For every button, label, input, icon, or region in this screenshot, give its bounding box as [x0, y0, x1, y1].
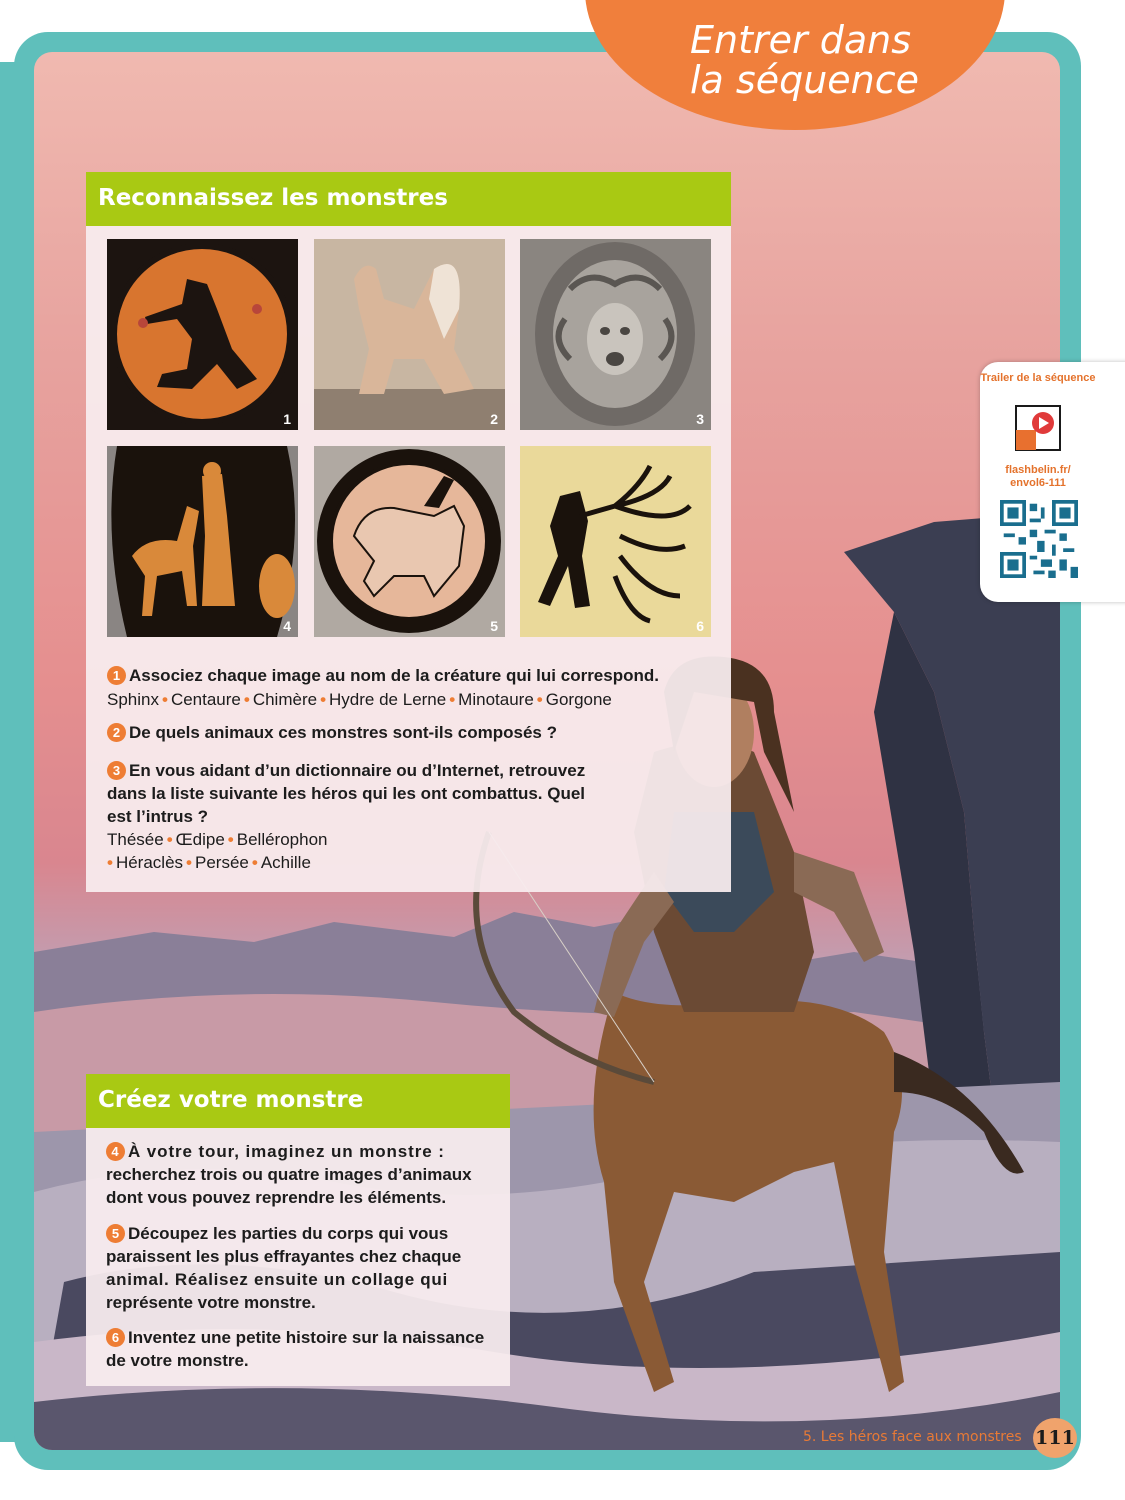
hero-name: Œdipe — [175, 830, 225, 849]
chapter-footer: 5. Les héros face aux monstres — [803, 1429, 1022, 1445]
image-hydra-fresco — [520, 446, 711, 637]
creature-name: Chimère — [252, 690, 318, 709]
image-gorgon-relief — [520, 239, 711, 430]
creature-name: Centaure — [170, 690, 241, 709]
trailer-side-tab[interactable] — [980, 362, 1125, 602]
creature-name: Minotaure — [458, 690, 534, 709]
question-text: de votre monstre. — [106, 1351, 249, 1370]
question-text: représente votre monstre. — [106, 1293, 316, 1312]
hero-name: Thésée — [107, 830, 164, 849]
question-text: animal. Réalisez ensuite un collage qui — [106, 1270, 448, 1289]
image-number: 5 — [490, 618, 498, 634]
hero-name: Persée — [195, 853, 249, 872]
question-text: paraissent les plus effrayantes chez chaque — [106, 1247, 462, 1266]
question-3 — [107, 759, 627, 828]
flashbelin-link[interactable] — [980, 464, 1096, 490]
question-text: Découpez les parties du corps qui vous — [128, 1224, 449, 1243]
question-number: 2 — [107, 723, 126, 742]
image-number: 1 — [283, 411, 291, 427]
create-monster-panel — [86, 1074, 510, 1386]
question-number: 6 — [106, 1328, 125, 1347]
qr-code-icon — [1000, 500, 1078, 578]
image-number: 6 — [696, 618, 704, 634]
section-heading: Créez votre monstre — [86, 1074, 510, 1128]
question-text: De quels animaux ces monstres sont-ils composés ? — [129, 723, 557, 742]
image-number: 2 — [490, 411, 498, 427]
question-text: À votre tour, imaginez un monstre : — [128, 1142, 445, 1161]
question-text: dont vous pouvez reprendre les éléments. — [106, 1188, 447, 1207]
image-number: 4 — [283, 618, 291, 634]
question-4 — [106, 1140, 498, 1209]
banner-title: Entrer dans la séquence — [690, 18, 920, 102]
image-sphinx-statue — [314, 239, 505, 430]
question-number: 1 — [107, 666, 126, 685]
question-text: Inventez une petite histoire sur la naissance — [128, 1328, 485, 1347]
creature-list: Sphinx • Centaure • Chimère • Hydre de Lerne • Minotaure • Gorgone — [107, 690, 612, 709]
question-text: En vous aidant d’un dictionnaire ou d’Internet, retrouvez — [129, 761, 586, 780]
question-6 — [106, 1326, 498, 1372]
section-heading: Reconnaissez les monstres — [86, 172, 731, 226]
creature-name: Gorgone — [545, 690, 612, 709]
question-number: 3 — [107, 761, 126, 780]
question-number: 5 — [106, 1224, 125, 1243]
play-document-icon[interactable] — [1014, 404, 1062, 452]
creature-name: Hydre de Lerne — [329, 690, 447, 709]
question-text: est l’intrus ? — [107, 807, 209, 826]
question-1 — [107, 664, 717, 687]
page-number: 111 — [1033, 1418, 1077, 1458]
question-text: recherchez trois ou quatre images d’animaux — [106, 1165, 472, 1184]
hero-name: Achille — [260, 853, 311, 872]
image-centaur-vase — [107, 446, 298, 637]
hero-list: Thésée • Œdipe • Bellérophon • Héraclès • Persée • Achille — [107, 830, 328, 872]
question-text: dans la liste suivante les héros qui les ont combattus. Quel — [107, 784, 586, 803]
link-text[interactable]: envol6-111 — [1010, 477, 1066, 489]
question-5 — [106, 1222, 498, 1314]
recognize-monsters-panel — [86, 172, 731, 892]
question-text: Associez chaque image au nom de la créature qui lui correspond. — [129, 666, 659, 685]
link-text[interactable]: flashbelin.fr/ — [1005, 464, 1071, 476]
hero-name: Bellérophon — [236, 830, 328, 849]
question-number: 4 — [106, 1142, 125, 1161]
image-number: 3 — [696, 411, 704, 427]
image-chimera-plate — [314, 446, 505, 637]
creature-name: Sphinx — [107, 690, 159, 709]
trailer-label: Trailer de la séquence — [980, 372, 1096, 384]
question-2 — [107, 721, 717, 744]
image-minotaur-vase — [107, 239, 298, 430]
hero-name: Héraclès — [115, 853, 184, 872]
